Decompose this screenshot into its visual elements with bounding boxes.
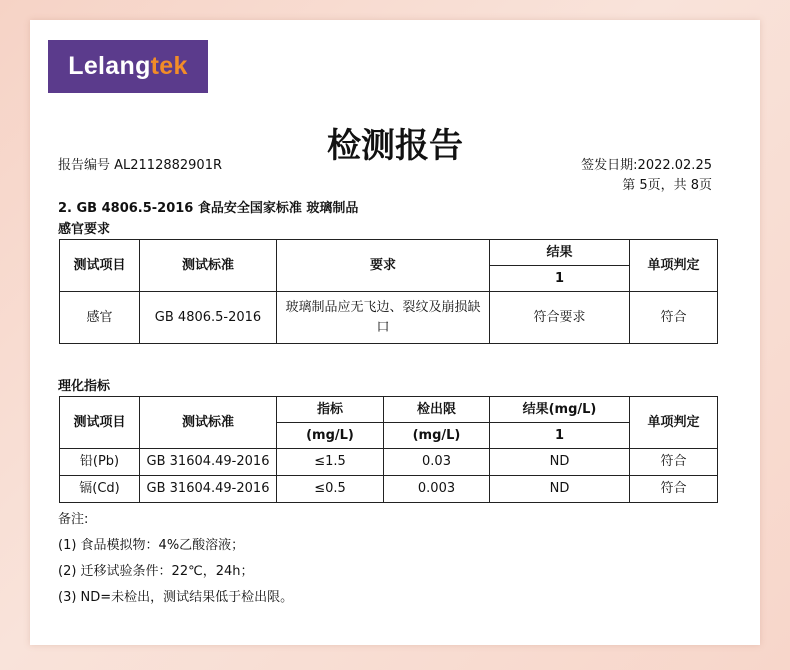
cell-limit: 0.03	[384, 449, 490, 476]
header-test-standard: 测试标准	[140, 240, 277, 292]
sensory-table	[59, 239, 718, 344]
header-limit-unit: (mg/L)	[384, 423, 490, 449]
cell-standard: GB 31604.49-2016	[140, 449, 277, 476]
header-result: 结果	[490, 240, 630, 266]
cell-result: 符合要求	[490, 292, 630, 344]
cell-result: ND	[490, 476, 630, 503]
header-test-item: 测试项目	[60, 397, 140, 449]
report-page	[30, 20, 760, 645]
header-test-standard: 测试标准	[140, 397, 277, 449]
report-number: 报告编号 AL2112882901R	[58, 158, 223, 173]
header-result-sample: 1	[490, 266, 630, 292]
cell-index: ≤0.5	[277, 476, 384, 503]
cell-standard: GB 31604.49-2016	[140, 476, 277, 503]
company-logo	[48, 40, 208, 93]
physchem-table	[59, 396, 718, 503]
logo-text-accent: tek	[150, 52, 188, 80]
sensory-title: 感官要求	[58, 222, 111, 237]
cell-requirement: 玻璃制品应无飞边、裂纹及崩损缺口	[277, 292, 490, 344]
cell-item: 镉(Cd)	[60, 476, 140, 503]
cell-judgement: 符合	[630, 449, 718, 476]
header-index-unit: (mg/L)	[277, 423, 384, 449]
cell-result: ND	[490, 449, 630, 476]
physchem-title: 理化指标	[58, 379, 111, 394]
header-judgement: 单项判定	[630, 397, 718, 449]
table-row	[60, 449, 718, 476]
cell-judgement: 符合	[630, 292, 718, 344]
table-row	[60, 476, 718, 503]
cell-limit: 0.003	[384, 476, 490, 503]
cell-item: 铅(Pb)	[60, 449, 140, 476]
header-judgement: 单项判定	[630, 240, 718, 292]
section-heading: 2. GB 4806.5-2016 食品安全国家标准 玻璃制品	[58, 201, 359, 216]
note-item: (2) 迁移试验条件：22℃，24h；	[58, 564, 254, 579]
issue-date: 签发日期:2022.02.25	[581, 158, 712, 173]
report-title: 检测报告	[327, 126, 463, 166]
page-info: 第 5页，共 8页	[622, 178, 712, 193]
header-requirement: 要求	[277, 240, 490, 292]
note-item: (3) ND=未检出，测试结果低于检出限。	[58, 590, 294, 605]
cell-index: ≤1.5	[277, 449, 384, 476]
cell-standard: GB 4806.5-2016	[140, 292, 277, 344]
header-index: 指标	[277, 397, 384, 423]
cell-item: 感官	[60, 292, 140, 344]
notes-title: 备注:	[58, 512, 89, 527]
header-detection-limit: 检出限	[384, 397, 490, 423]
header-result: 结果(mg/L)	[490, 397, 630, 423]
header-test-item: 测试项目	[60, 240, 140, 292]
header-result-sample: 1	[490, 423, 630, 449]
note-item: (1) 食品模拟物：4%乙酸溶液；	[58, 538, 245, 553]
logo-text-primary: Lelang	[68, 52, 151, 80]
table-row	[60, 292, 718, 344]
cell-judgement: 符合	[630, 476, 718, 503]
